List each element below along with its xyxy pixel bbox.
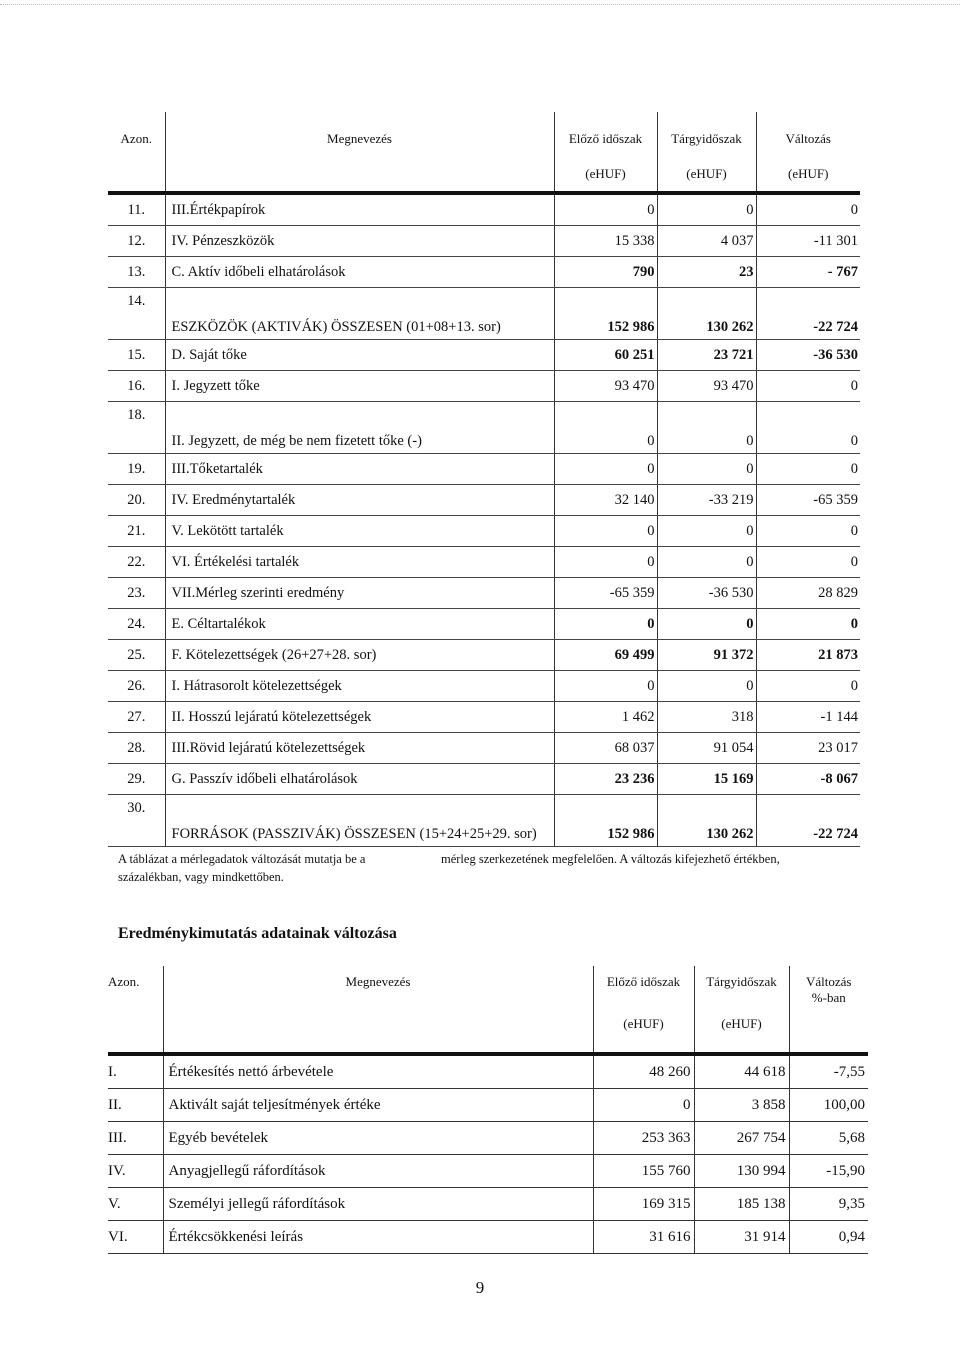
row-diff: -8 067 xyxy=(756,764,860,795)
row-curr: 130 262 xyxy=(657,288,756,340)
unit-prev: (eHUF) xyxy=(593,1016,694,1042)
income-unit-row xyxy=(108,1016,868,1042)
row-name: V. Lekötött tartalék xyxy=(165,516,554,547)
table-row xyxy=(108,195,860,226)
row-id: 11. xyxy=(108,195,165,226)
row-curr: 318 xyxy=(657,702,756,733)
row-name: FORRÁSOK (PASSZIVÁK) ÖSSZESEN (15+24+25+29. sor) xyxy=(165,795,554,847)
header-name: Megnevezés xyxy=(165,112,554,166)
table-row xyxy=(108,257,860,288)
row-name: Aktivált saját teljesítmények értéke xyxy=(163,1089,593,1122)
row-prev: -65 359 xyxy=(554,578,657,609)
row-id: 22. xyxy=(108,547,165,578)
row-diff: -22 724 xyxy=(756,288,860,340)
row-curr: 44 618 xyxy=(694,1056,789,1089)
row-prev: 48 260 xyxy=(593,1056,694,1089)
row-name: IV. Eredménytartalék xyxy=(165,485,554,516)
row-curr: 185 138 xyxy=(694,1188,789,1221)
row-prev: 0 xyxy=(554,454,657,485)
row-name: II. Hosszú lejáratú kötelezettségek xyxy=(165,702,554,733)
row-prev: 1 462 xyxy=(554,702,657,733)
row-curr: 91 372 xyxy=(657,640,756,671)
row-diff: 23 017 xyxy=(756,733,860,764)
row-diff: 0 xyxy=(756,671,860,702)
row-prev: 31 616 xyxy=(593,1221,694,1254)
row-diff: -36 530 xyxy=(756,340,860,371)
row-name: E. Céltartalékok xyxy=(165,609,554,640)
row-name: D. Saját tőke xyxy=(165,340,554,371)
row-curr: 130 994 xyxy=(694,1155,789,1188)
row-diff: -1 144 xyxy=(756,702,860,733)
row-prev: 0 xyxy=(554,547,657,578)
row-diff: -15,90 xyxy=(789,1155,868,1188)
row-prev: 32 140 xyxy=(554,485,657,516)
top-rule xyxy=(0,4,960,5)
row-name: Személyi jellegű ráfordítások xyxy=(163,1188,593,1221)
unit-curr: (eHUF) xyxy=(694,1016,789,1042)
row-diff: 0,94 xyxy=(789,1221,868,1254)
page-number: 9 xyxy=(475,1278,485,1297)
row-id: 21. xyxy=(108,516,165,547)
table-row xyxy=(108,226,860,257)
row-diff: 28 829 xyxy=(756,578,860,609)
row-id: I. xyxy=(108,1056,163,1089)
row-curr: 23 xyxy=(657,257,756,288)
row-prev: 60 251 xyxy=(554,340,657,371)
balance-table xyxy=(108,112,860,847)
row-prev: 93 470 xyxy=(554,371,657,402)
row-prev: 15 338 xyxy=(554,226,657,257)
row-curr: 0 xyxy=(657,547,756,578)
table-row xyxy=(108,340,860,371)
row-diff: 0 xyxy=(756,516,860,547)
table-row xyxy=(108,485,860,516)
row-id: II. xyxy=(108,1089,163,1122)
row-diff: 0 xyxy=(756,609,860,640)
table-row xyxy=(108,795,860,847)
row-prev: 152 986 xyxy=(554,795,657,847)
header-prev: Előző időszak xyxy=(593,966,694,1016)
row-diff: 0 xyxy=(756,195,860,226)
balance-header-row xyxy=(108,112,860,166)
row-diff: 0 xyxy=(756,402,860,454)
row-diff: -7,55 xyxy=(789,1056,868,1089)
header-diff-unit: %-ban xyxy=(811,990,846,1005)
income-rows xyxy=(108,1056,868,1254)
row-prev: 0 xyxy=(554,195,657,226)
table-row xyxy=(108,640,860,671)
row-diff: 5,68 xyxy=(789,1122,868,1155)
row-id: 16. xyxy=(108,371,165,402)
table-row xyxy=(108,371,860,402)
note-line2: százalékban, vagy mindkettőben. xyxy=(118,870,284,884)
row-id: 12. xyxy=(108,226,165,257)
table-row xyxy=(108,516,860,547)
row-name: Értékcsökkenési leírás xyxy=(163,1221,593,1254)
note-paragraph xyxy=(118,850,870,886)
row-prev: 0 xyxy=(554,609,657,640)
row-id: 24. xyxy=(108,609,165,640)
table-row xyxy=(108,578,860,609)
note-part1: A táblázat a mérlegadatok változását mutatja be a xyxy=(118,852,366,866)
row-name: Értékesítés nettó árbevétele xyxy=(163,1056,593,1089)
row-id: 29. xyxy=(108,764,165,795)
row-diff: 100,00 xyxy=(789,1089,868,1122)
unit-diff: (eHUF) xyxy=(788,166,829,181)
table-row xyxy=(108,609,860,640)
table-row xyxy=(108,733,860,764)
row-name: Anyagjellegű ráfordítások xyxy=(163,1155,593,1188)
row-curr: 31 914 xyxy=(694,1221,789,1254)
row-name: ESZKÖZÖK (AKTIVÁK) ÖSSZESEN (01+08+13. sor) xyxy=(165,288,554,340)
table-row xyxy=(108,1155,868,1188)
row-curr: -36 530 xyxy=(657,578,756,609)
row-name: III.Értékpapírok xyxy=(165,195,554,226)
row-name: III.Tőketartalék xyxy=(165,454,554,485)
row-diff: -65 359 xyxy=(756,485,860,516)
row-prev: 0 xyxy=(554,671,657,702)
balance-unit-row xyxy=(108,166,860,193)
row-id: 25. xyxy=(108,640,165,671)
row-curr: 4 037 xyxy=(657,226,756,257)
row-name: III.Rövid lejáratú kötelezettségek xyxy=(165,733,554,764)
row-name: VI. Értékelési tartalék xyxy=(165,547,554,578)
income-header-row xyxy=(108,966,868,1016)
row-id: VI. xyxy=(108,1221,163,1254)
row-curr: 23 721 xyxy=(657,340,756,371)
table-row xyxy=(108,454,860,485)
row-prev: 23 236 xyxy=(554,764,657,795)
header-curr: Tárgyidőszak xyxy=(657,112,756,166)
row-curr: 91 054 xyxy=(657,733,756,764)
row-id: 27. xyxy=(108,702,165,733)
table-row xyxy=(108,1221,868,1254)
table-row xyxy=(108,764,860,795)
row-curr: 0 xyxy=(657,454,756,485)
note-part2: mérleg szerkezetének megfelelően. A változás kifejezhető értékben, xyxy=(441,852,780,866)
row-curr: -33 219 xyxy=(657,485,756,516)
table-row xyxy=(108,1122,868,1155)
row-curr: 0 xyxy=(657,516,756,547)
balance-rows xyxy=(108,195,860,847)
income-table xyxy=(108,966,868,1254)
row-prev: 253 363 xyxy=(593,1122,694,1155)
row-curr: 130 262 xyxy=(657,795,756,847)
row-prev: 68 037 xyxy=(554,733,657,764)
row-id: 20. xyxy=(108,485,165,516)
row-diff: 0 xyxy=(756,371,860,402)
row-name: II. Jegyzett, de még be nem fizetett tőke (-) xyxy=(165,402,554,454)
row-curr: 0 xyxy=(657,195,756,226)
row-curr: 0 xyxy=(657,671,756,702)
row-curr: 93 470 xyxy=(657,371,756,402)
table-row xyxy=(108,547,860,578)
row-name: VII.Mérleg szerinti eredmény xyxy=(165,578,554,609)
row-prev: 790 xyxy=(554,257,657,288)
row-name: I. Jegyzett tőke xyxy=(165,371,554,402)
row-name: F. Kötelezettségek (26+27+28. sor) xyxy=(165,640,554,671)
row-prev: 0 xyxy=(554,402,657,454)
row-curr: 15 169 xyxy=(657,764,756,795)
row-diff: -11 301 xyxy=(756,226,860,257)
row-prev: 0 xyxy=(593,1089,694,1122)
table-row xyxy=(108,671,860,702)
unit-prev: (eHUF) xyxy=(554,166,657,193)
header-curr: Tárgyidőszak xyxy=(694,966,789,1016)
row-curr: 0 xyxy=(657,402,756,454)
row-id: 23. xyxy=(108,578,165,609)
header-name: Megnevezés xyxy=(163,966,593,1016)
row-id: 28. xyxy=(108,733,165,764)
header-id: Azon. xyxy=(108,966,163,1016)
row-prev: 152 986 xyxy=(554,288,657,340)
row-id: 26. xyxy=(108,671,165,702)
row-diff: 21 873 xyxy=(756,640,860,671)
row-prev: 169 315 xyxy=(593,1188,694,1221)
row-id: 18. xyxy=(108,402,165,454)
table-row xyxy=(108,1188,868,1221)
table-row xyxy=(108,702,860,733)
row-id: 13. xyxy=(108,257,165,288)
header-diff: Változás xyxy=(785,131,831,146)
table-row xyxy=(108,1056,868,1089)
row-id: 14. xyxy=(108,288,165,340)
row-diff: -22 724 xyxy=(756,795,860,847)
row-curr: 0 xyxy=(657,609,756,640)
row-id: III. xyxy=(108,1122,163,1155)
row-prev: 155 760 xyxy=(593,1155,694,1188)
row-name: IV. Pénzeszközök xyxy=(165,226,554,257)
row-id: V. xyxy=(108,1188,163,1221)
row-prev: 0 xyxy=(554,516,657,547)
row-name: I. Hátrasorolt kötelezettségek xyxy=(165,671,554,702)
row-id: IV. xyxy=(108,1155,163,1188)
header-prev: Előző időszak xyxy=(554,112,657,166)
row-prev: 69 499 xyxy=(554,640,657,671)
row-diff: 0 xyxy=(756,547,860,578)
row-name: C. Aktív időbeli elhatárolások xyxy=(165,257,554,288)
table-row xyxy=(108,1089,868,1122)
row-curr: 3 858 xyxy=(694,1089,789,1122)
header-diff: Változás %-ban xyxy=(806,974,852,1005)
header-id: Azon. xyxy=(108,112,165,166)
row-name: G. Passzív időbeli elhatárolások xyxy=(165,764,554,795)
table-row xyxy=(108,402,860,454)
row-diff: 9,35 xyxy=(789,1188,868,1221)
section-heading: Eredménykimutatás adatainak változása xyxy=(118,925,397,942)
row-diff: 0 xyxy=(756,454,860,485)
row-id: 19. xyxy=(108,454,165,485)
row-id: 30. xyxy=(108,795,165,847)
row-curr: 267 754 xyxy=(694,1122,789,1155)
row-name: Egyéb bevételek xyxy=(163,1122,593,1155)
row-id: 15. xyxy=(108,340,165,371)
unit-curr: (eHUF) xyxy=(657,166,756,193)
row-diff: - 767 xyxy=(756,257,860,288)
table-row xyxy=(108,288,860,340)
